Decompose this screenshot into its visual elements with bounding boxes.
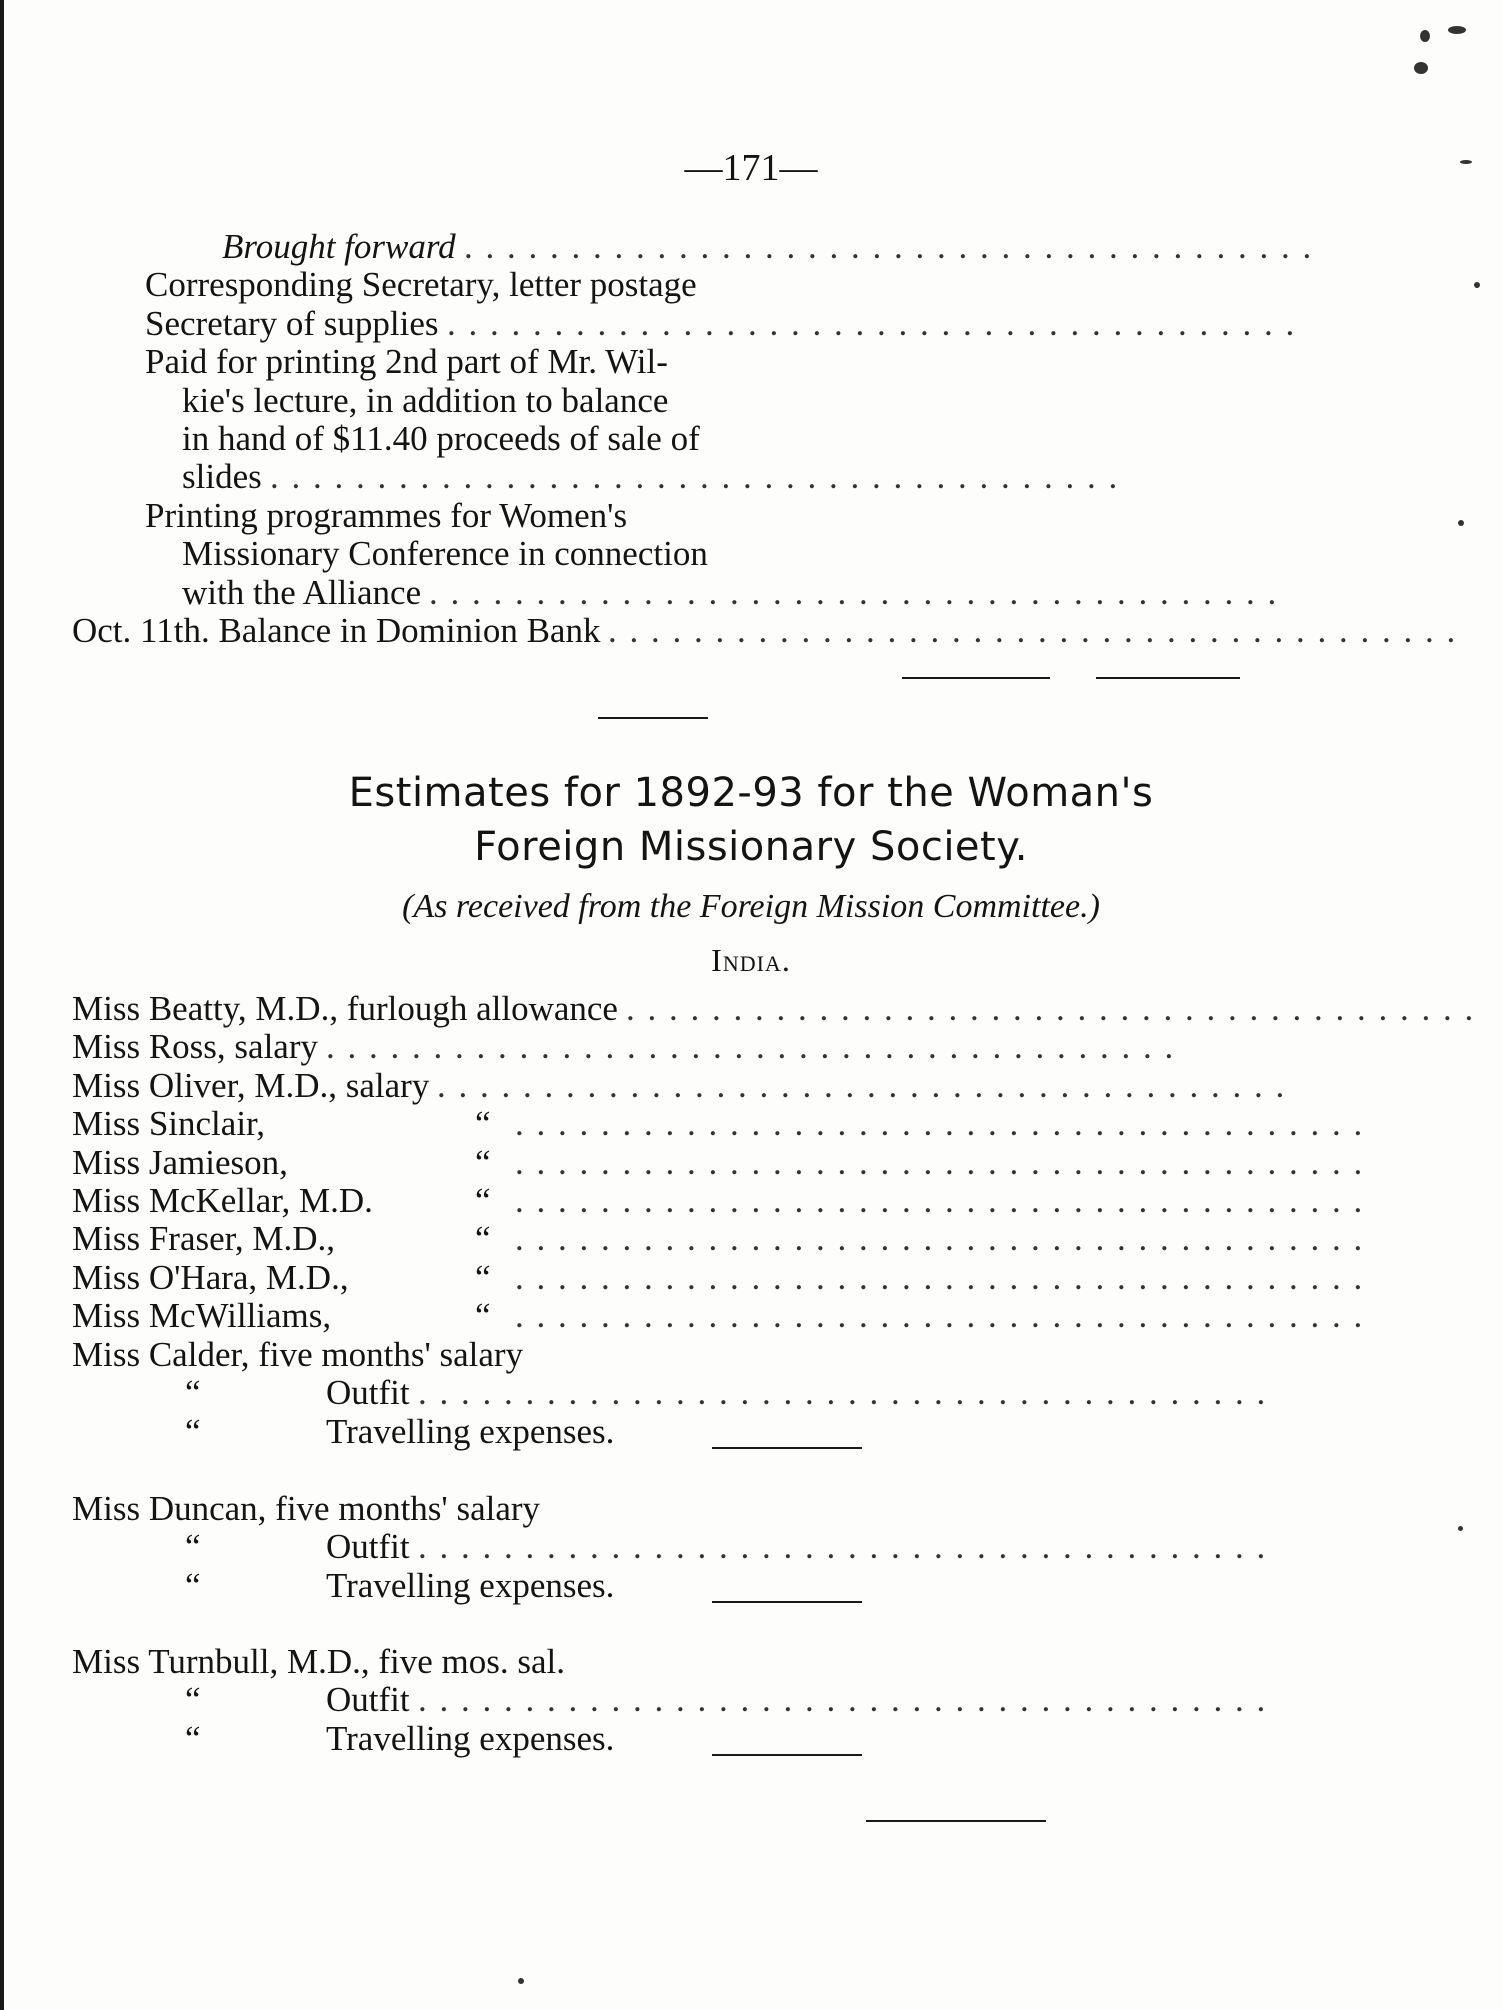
leader-dots: . . . . . . . . . . . . . . . . . . . . . . . . . . . . . . . . . . . . . . . . — [437, 1065, 1287, 1105]
account-row-label: Paid for printing 2nd part of Mr. Wil- — [145, 342, 668, 382]
ditto-mark: “ — [185, 1680, 201, 1720]
ditto-mark: “ — [185, 1527, 201, 1567]
account-row-label: Secretary of supplies — [145, 303, 439, 343]
account-row-label: slides — [182, 457, 262, 497]
leader-dots: . . . . . . . . . . . . . . . . . . . . . . . . . . . . . . . . . . . . . . . . — [418, 1527, 1268, 1567]
leader-dots: . . . . . . . . . . . . . . . . . . . . . . . . . . . . . . . . . . . . . . . . — [464, 227, 1314, 266]
ditto-mark: “ — [475, 1219, 491, 1259]
group-outfit-label: Outfit — [326, 1527, 410, 1567]
group-travel-label: Travelling expenses. — [326, 1411, 615, 1451]
estimates-subheading: (As received from the Foreign Mission Committee.) — [402, 888, 1100, 925]
ditto-mark: “ — [185, 1411, 201, 1451]
ditto-mark: “ — [185, 1718, 201, 1758]
group-outfit-label: Outfit — [326, 1373, 410, 1413]
ditto-mark: “ — [475, 1257, 491, 1297]
leader-dots: . . . . . . . . . . . . . . . . . . . . . . . . . . . . . . . . . . . . . . . . — [270, 457, 1120, 497]
grand-total-rule — [866, 1820, 1046, 1822]
group-name: Miss Calder, five months' salary — [72, 1335, 524, 1374]
salary-name: Miss Ross, salary — [72, 1027, 318, 1067]
margin-speck — [518, 1978, 524, 1984]
leader-dots: . . . . . . . . . . . . . . . . . . . . . . . . . . . . . . . . . . . . . . . . — [515, 1219, 1365, 1259]
leader-dots: . . . . . . . . . . . . . . . . . . . . . . . . . . . . . . . . . . . . . . . . — [447, 303, 1297, 343]
account-row-label: Oct. 11th. Balance in Dominion Bank — [72, 611, 601, 650]
leader-dots: . . . . . . . . . . . . . . . . . . . . . . . . . . . . . . . . . . . . . . . . — [418, 1373, 1268, 1413]
ditto-mark: “ — [475, 1104, 491, 1144]
leader-dots: . . . . . . . . . . . . . . . . . . . . . . . . . . . . . . . . . . . . . . . . — [608, 611, 1458, 650]
salary-name: Miss Fraser, M.D., — [72, 1219, 336, 1259]
estimates-heading-line1: Estimates for 1892-93 for the Woman's — [348, 770, 1154, 816]
account-row-label: Missionary Conference in connection — [182, 534, 708, 574]
leader-dots: . . . . . . . . . . . . . . . . . . . . . . . . . . . . . . . . . . . . . . . . — [326, 1027, 1176, 1067]
leader-dots: . . . . . . . . . . . . . . . . . . . . . . . . . . . . . . . . . . . . . . . . — [626, 989, 1476, 1028]
group-outfit-label: Outfit — [326, 1680, 410, 1720]
account-row-label: kie's lecture, in addition to balance — [182, 380, 669, 420]
group-travel-label: Travelling expenses. — [326, 1565, 615, 1605]
leader-dots: . . . . . . . . . . . . . . . . . . . . . . . . . . . . . . . . . . . . . . . . — [515, 1296, 1365, 1336]
rule-col2-above-total — [1096, 677, 1240, 679]
margin-speck — [1448, 26, 1466, 34]
ditto-mark: “ — [475, 1142, 491, 1182]
account-row-label: Corresponding Secretary, letter postage — [145, 265, 697, 305]
rule-col1-above-total — [902, 677, 1050, 679]
account-row-label: with the Alliance — [182, 572, 422, 612]
page-edge-rule — [0, 0, 4, 2010]
group-subtotal-rule — [712, 1601, 862, 1603]
account-row-label: Brought forward — [222, 227, 456, 266]
leader-dots: . . . . . . . . . . . . . . . . . . . . . . . . . . . . . . . . . . . . . . . . — [515, 1181, 1365, 1220]
margin-speck — [1458, 1526, 1463, 1531]
leader-dots: . . . . . . . . . . . . . . . . . . . . . . . . . . . . . . . . . . . . . . . . — [515, 1257, 1365, 1297]
leader-dots: . . . . . . . . . . . . . . . . . . . . . . . . . . . . . . . . . . . . . . . . — [515, 1104, 1365, 1144]
total-dash — [598, 717, 708, 719]
account-row-label: in hand of $11.40 proceeds of sale of — [182, 419, 700, 458]
salary-name: Miss McWilliams, — [72, 1296, 332, 1336]
group-subtotal-rule — [712, 1447, 862, 1449]
leader-dots: . . . . . . . . . . . . . . . . . . . . . . . . . . . . . . . . . . . . . . . . — [418, 1680, 1268, 1720]
margin-speck — [1414, 62, 1428, 74]
group-name: Miss Duncan, five months' salary — [72, 1489, 541, 1528]
group-name: Miss Turnbull, M.D., five mos. sal. — [72, 1642, 565, 1681]
group-subtotal-rule — [712, 1754, 862, 1756]
section-title-india: India. — [711, 942, 791, 978]
group-travel-label: Travelling expenses. — [326, 1718, 615, 1758]
salary-name: Miss Jamieson, — [72, 1142, 288, 1182]
margin-speck — [1420, 30, 1430, 42]
leader-dots: . . . . . . . . . . . . . . . . . . . . . . . . . . . . . . . . . . . . . . . . — [429, 572, 1279, 612]
salary-name: Miss McKellar, M.D. — [72, 1181, 373, 1220]
ditto-mark: “ — [185, 1373, 201, 1413]
leader-dots: . . . . . . . . . . . . . . . . . . . . . . . . . . . . . . . . . . . . . . . . — [515, 1142, 1365, 1182]
account-row-label: Printing programmes for Women's — [145, 495, 628, 535]
salary-name: Miss Beatty, M.D., furlough allowance — [72, 989, 618, 1028]
salary-name: Miss Sinclair, — [72, 1104, 266, 1144]
margin-speck — [1458, 520, 1464, 526]
ditto-mark: “ — [475, 1296, 491, 1336]
page-number: —171— — [684, 147, 818, 189]
ditto-mark: “ — [475, 1181, 491, 1220]
estimates-heading-line2: Foreign Missionary Society. — [474, 824, 1028, 870]
salary-name: Miss O'Hara, M.D., — [72, 1257, 349, 1297]
salary-name: Miss Oliver, M.D., salary — [72, 1065, 430, 1105]
margin-speck — [1474, 282, 1480, 288]
ditto-mark: “ — [185, 1565, 201, 1605]
